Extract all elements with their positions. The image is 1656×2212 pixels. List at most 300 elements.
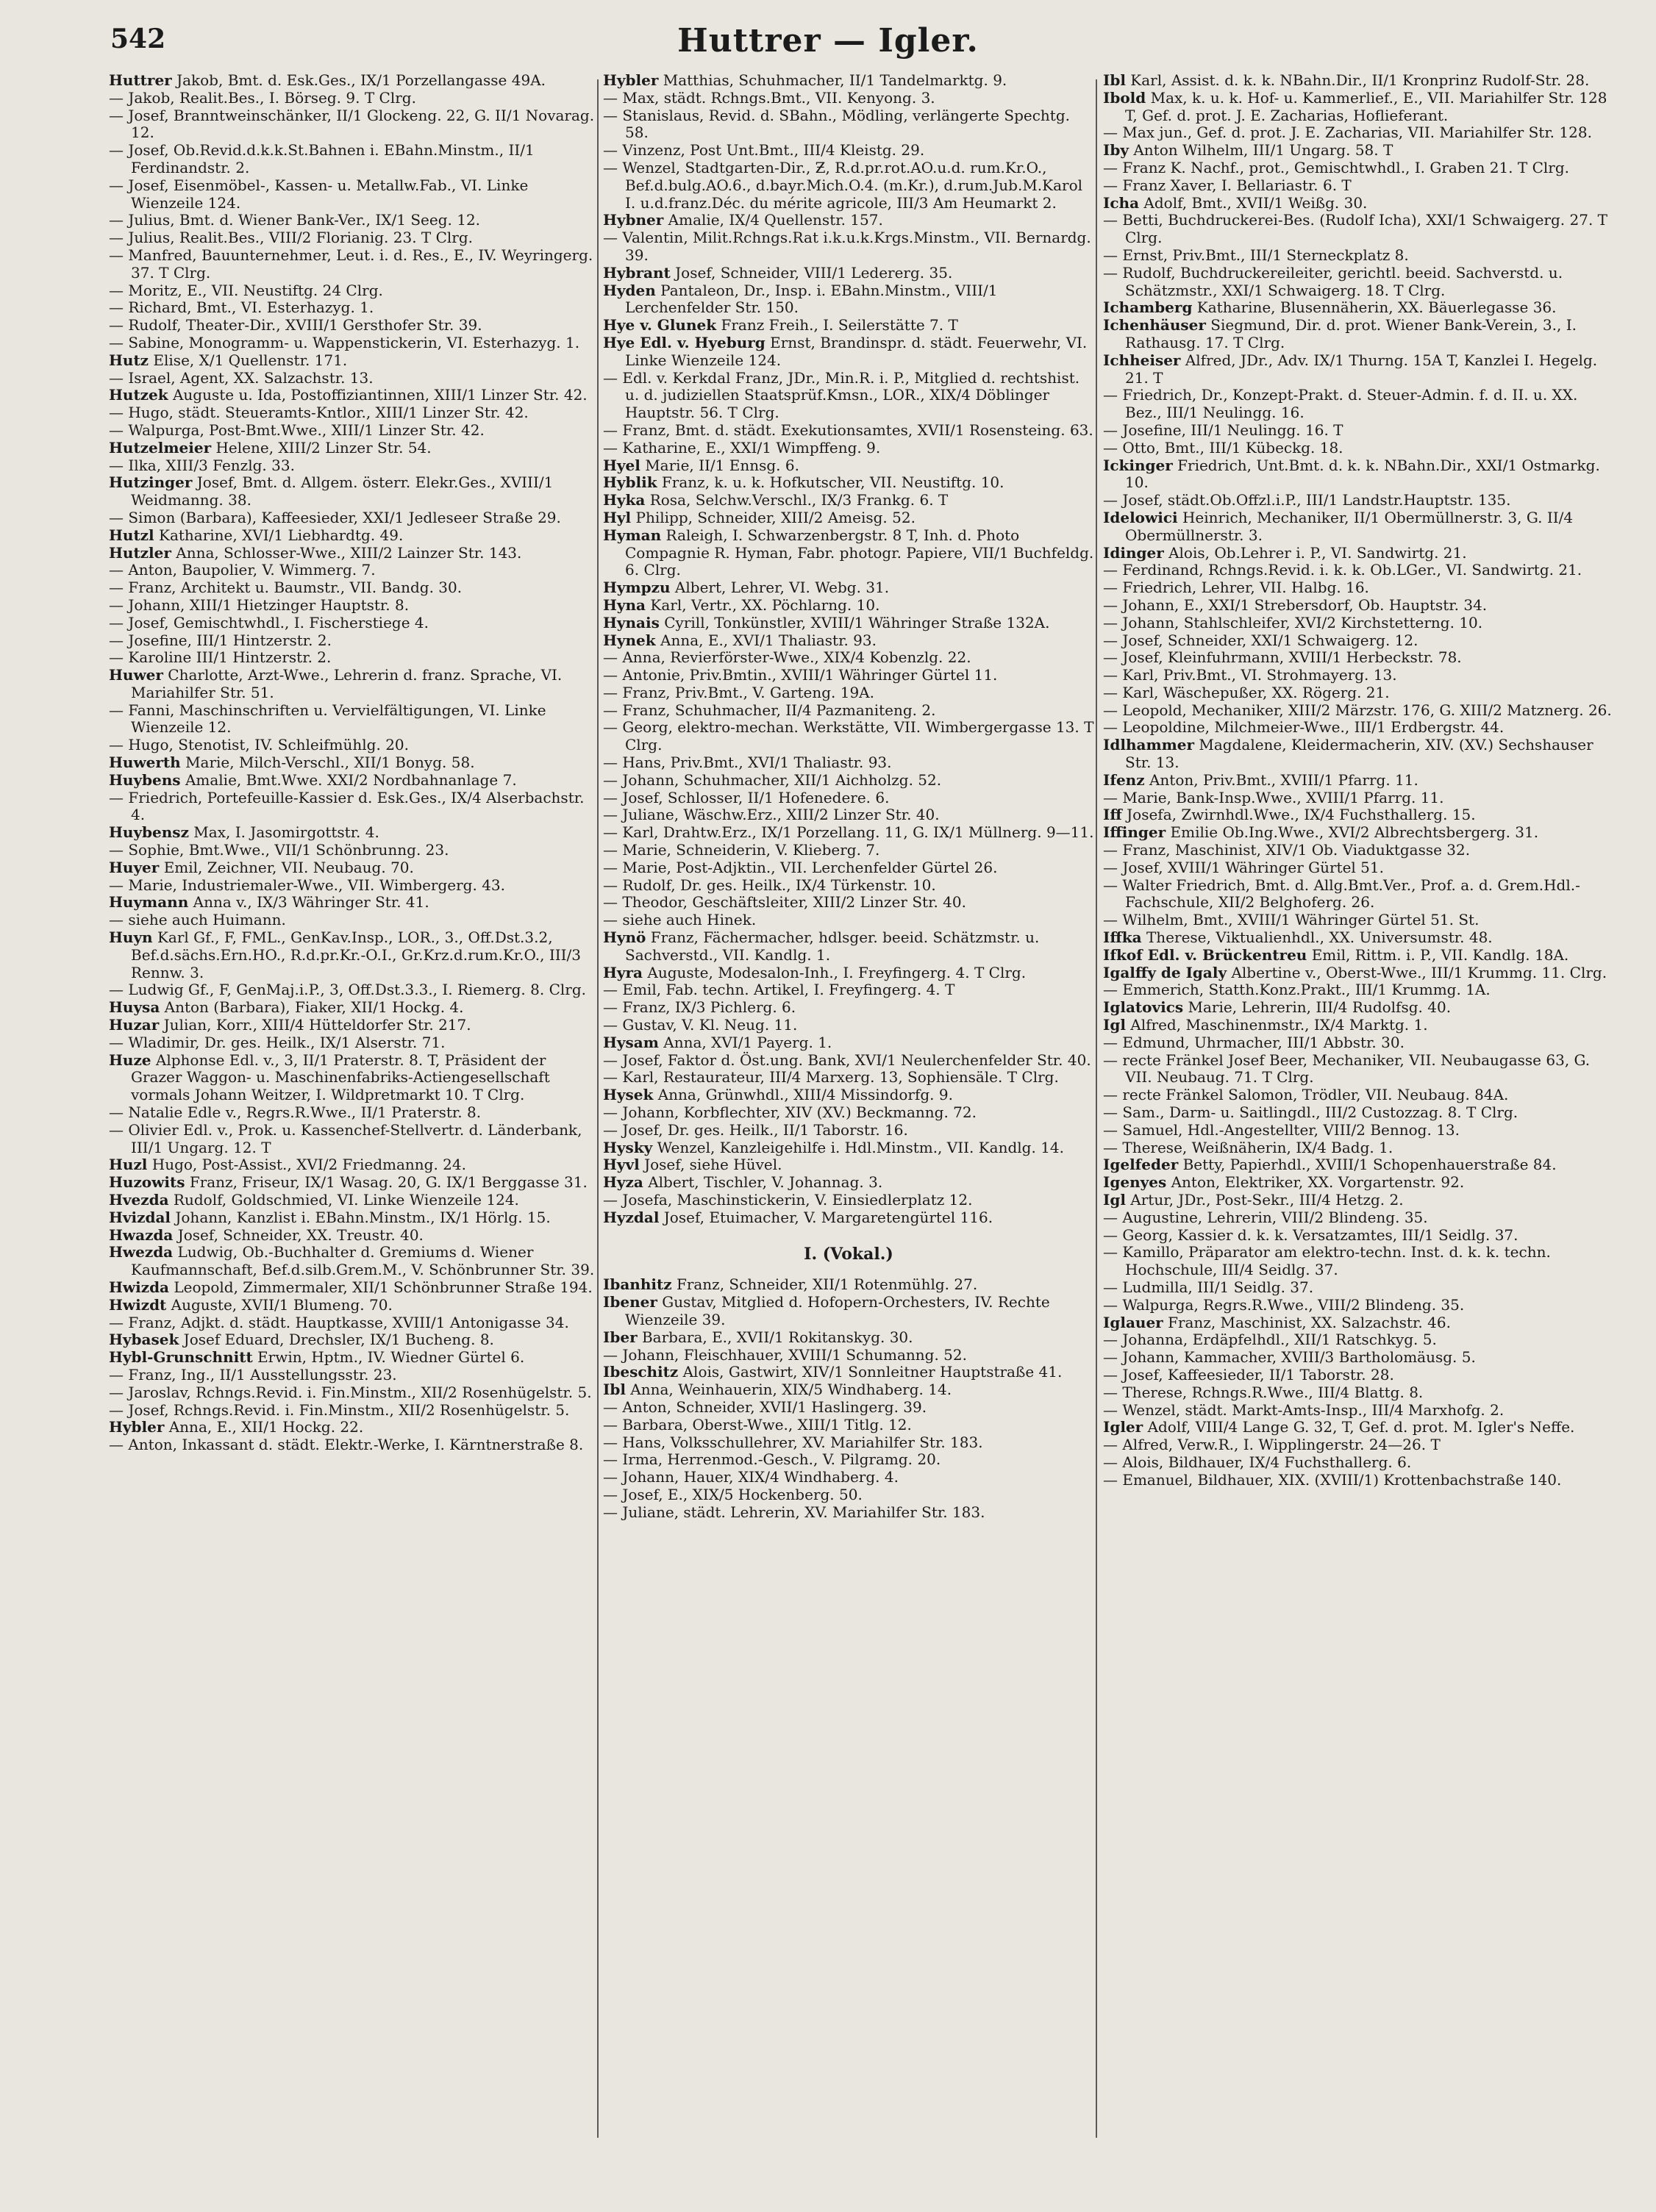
entry-details: — Georg, elektro-mechan. Werkstätte, VII. Wimbergergasse 13. T Clrg. bbox=[603, 718, 1094, 754]
entry-details: Emilie Ob.Ing.Wwe., XVI/2 Albrechtsbergerg. 31. bbox=[1170, 823, 1539, 842]
entry-details: — Franz, Architekt u. Baumstr., VII. Bandg. 30. bbox=[109, 579, 463, 597]
entry-details: — Emil, Fab. techn. Artikel, I. Freyfingerg. 4. T bbox=[603, 981, 955, 999]
directory-entry bbox=[1103, 1419, 1618, 1436]
directory-entry bbox=[109, 597, 600, 615]
directory-entry bbox=[1103, 247, 1618, 265]
directory-entry bbox=[603, 1417, 1094, 1434]
directory-entry bbox=[109, 422, 600, 440]
entry-surname: Igalffy de Igaly bbox=[1103, 963, 1227, 981]
entry-details: Karl, Vertr., XX. Pöchlarng. 10. bbox=[650, 595, 880, 614]
directory-entry bbox=[109, 702, 600, 737]
entry-details: Franz, Maschinist, XX. Salzachstr. 46. bbox=[1168, 1313, 1451, 1331]
directory-entry bbox=[603, 772, 1094, 790]
directory-entry bbox=[109, 615, 600, 632]
directory-entry bbox=[1103, 1017, 1618, 1034]
entry-surname: Huzl bbox=[109, 1156, 148, 1174]
directory-entry bbox=[109, 1436, 600, 1454]
entry-details: — Josefine, III/1 Neulingg. 16. T bbox=[1103, 420, 1343, 439]
entry-surname: Iffinger bbox=[1103, 823, 1166, 842]
directory-entry bbox=[1103, 72, 1618, 90]
directory-entry bbox=[109, 90, 600, 107]
entry-details: — Sabine, Monogramm- u. Wappenstickerin, VI. Esterhazyg. 1. bbox=[109, 333, 580, 351]
directory-entry bbox=[1103, 1331, 1618, 1349]
directory-entry bbox=[109, 282, 600, 300]
directory-entry bbox=[1103, 1472, 1618, 1489]
directory-entry bbox=[603, 1504, 1094, 1522]
directory-entry bbox=[603, 1156, 1094, 1174]
entry-details: Josefa, Zwirnhdl.Wwe., IX/4 Fuchsthallerg. 15. bbox=[1127, 806, 1476, 824]
directory-entry bbox=[603, 370, 1094, 422]
directory-entry bbox=[1103, 1314, 1618, 1332]
entry-surname: Iglauer bbox=[1103, 1313, 1163, 1331]
directory-entry bbox=[109, 912, 600, 929]
directory-entry bbox=[109, 842, 600, 859]
entry-details: — Therese, Rchngs.R.Wwe., III/4 Blattg. 8. bbox=[1103, 1383, 1424, 1401]
directory-entry bbox=[603, 1276, 1094, 1294]
entry-surname: Igl bbox=[1103, 1191, 1126, 1209]
entry-surname: Huwerth bbox=[109, 754, 181, 772]
directory-entry bbox=[1103, 579, 1618, 597]
entry-surname: Hybner bbox=[603, 211, 664, 229]
entry-details: — Wladimir, Dr. ges. Heilk., IX/1 Alserstr. 71. bbox=[109, 1033, 446, 1051]
directory-entry bbox=[603, 877, 1094, 895]
entry-details: Albert, Tischler, V. Johannag. 3. bbox=[648, 1173, 883, 1192]
directory-entry bbox=[1103, 1052, 1618, 1087]
entry-details: — Ilka, XIII/3 Fenzlg. 33. bbox=[109, 456, 295, 474]
directory-entry bbox=[603, 474, 1094, 492]
directory-entry bbox=[603, 1069, 1094, 1087]
directory-entry bbox=[1103, 90, 1618, 125]
directory-entry bbox=[1103, 265, 1618, 300]
entry-details: — Natalie Edle v., Regrs.R.Wwe., II/1 Praterstr. 8. bbox=[109, 1103, 482, 1122]
entry-details: Alphonse Edl. v., 3, II/1 Praterstr. 8. T, Präsident der Grazer Waggon- u. Maschinenfabriks-Actiengesellschaft vormals Johann Weitzer, I. Wildpretmarkt 10. T Clrg. bbox=[131, 1050, 550, 1104]
entry-details: Katharine, XVI/1 Liebhardtg. 49. bbox=[159, 526, 404, 544]
directory-entry bbox=[603, 1052, 1094, 1070]
entry-surname: Ibeschitz bbox=[603, 1363, 679, 1381]
entry-details: Alfred, JDr., Adv. IX/1 Thurng. 15A T, Kanzlei I. Hegelg. 21. T bbox=[1125, 351, 1598, 387]
entry-details: Elise, X/1 Quellenstr. 171. bbox=[153, 351, 348, 369]
entry-surname: Ifkof Edl. v. Brückentreu bbox=[1103, 945, 1307, 964]
entry-details: — Josef, Gemischtwhdl., I. Fischerstiege 4. bbox=[109, 613, 429, 631]
entry-surname: Hyra bbox=[603, 963, 643, 981]
directory-entry bbox=[109, 1244, 600, 1279]
entry-details: — recte Fränkel Josef Beer, Mechaniker, VII. Neubaugasse 63, G. VII. Neubaug. 71. T Clrg. bbox=[1103, 1050, 1591, 1087]
directory-entry bbox=[1103, 1384, 1618, 1402]
entry-surname: Hybrant bbox=[603, 263, 671, 282]
entry-details: — Anton, Inkassant d. städt. Elektr.-Werke, I. Kärntnerstraße 8. bbox=[109, 1436, 584, 1454]
directory-entry bbox=[603, 964, 1094, 982]
entry-details: Emil, Zeichner, VII. Neubaug. 70. bbox=[163, 858, 414, 876]
entry-details: — Sophie, Bmt.Wwe., VII/1 Schönbrunng. 23. bbox=[109, 841, 449, 859]
entry-details: Siegmund, Dir. d. prot. Wiener Bank-Verein, 3., I. Rathausg. 17. T Clrg. bbox=[1125, 316, 1577, 351]
entry-surname: Hyden bbox=[603, 281, 656, 299]
entry-surname: Hybler bbox=[603, 71, 659, 89]
entry-details: — Josef, städt.Ob.Offzl.i.P., III/1 Landstr.Hauptstr. 135. bbox=[1103, 491, 1511, 509]
directory-column-3 bbox=[1103, 72, 1618, 1489]
directory-entry bbox=[603, 212, 1094, 229]
entry-details: — Josef, Dr. ges. Heilk., II/1 Taborstr. 16. bbox=[603, 1120, 908, 1139]
directory-entry bbox=[603, 492, 1094, 509]
entry-surname: Igenyes bbox=[1103, 1173, 1167, 1192]
entry-details: — Franz, Ing., II/1 Ausstellungsstr. 23. bbox=[109, 1365, 397, 1384]
entry-details: Charlotte, Arzt-Wwe., Lehrerin d. franz. Sprache, VI. Mariahilfer Str. 51. bbox=[131, 666, 563, 701]
entry-details: — Marie, Bank-Insp.Wwe., XVIII/1 Pfarrg. 11. bbox=[1103, 788, 1444, 806]
entry-details: Anna, E., XII/1 Hockg. 22. bbox=[168, 1418, 364, 1436]
entry-details: — Johann, Stahlschleifer, XVI/2 Kirchstetterng. 10. bbox=[1103, 613, 1483, 631]
entry-details: Barbara, E., XVII/1 Rokitanskyg. 30. bbox=[641, 1328, 913, 1346]
entry-surname: Huzar bbox=[109, 1016, 160, 1034]
directory-entry bbox=[603, 1381, 1094, 1399]
directory-entry bbox=[1103, 177, 1618, 195]
entry-surname: Hwazda bbox=[109, 1225, 174, 1244]
entry-details: — Rudolf, Theater-Dir., XVIII/1 Gersthofer Str. 39. bbox=[109, 316, 482, 334]
directory-entry bbox=[603, 1364, 1094, 1381]
entry-details: — Max, städt. Rchngs.Bmt., VII. Kenyong. 3. bbox=[603, 88, 935, 107]
entry-details: — Johann, XIII/1 Hietzinger Hauptstr. 8. bbox=[109, 595, 410, 614]
directory-entry bbox=[603, 457, 1094, 475]
entry-details: Franz, Schneider, XII/1 Rotenmühlg. 27. bbox=[676, 1275, 978, 1294]
entry-details: Cyrill, Tonkünstler, XVIII/1 Währinger Straße 132A. bbox=[664, 613, 1050, 631]
entry-surname: Idinger bbox=[1103, 543, 1164, 562]
entry-details: Karl, Assist. d. k. k. NBahn.Dir., II/1 Kronprinz Rudolf-Str. 28. bbox=[1130, 71, 1590, 89]
entry-surname: Huymann bbox=[109, 893, 189, 912]
entry-details: Adolf, Bmt., XVII/1 Weißg. 30. bbox=[1143, 193, 1368, 212]
directory-entry bbox=[1103, 772, 1618, 790]
entry-details: — Juliane, städt. Lehrerin, XV. Mariahilfer Str. 183. bbox=[603, 1503, 985, 1521]
entry-surname: Huyn bbox=[109, 928, 153, 947]
entry-details: Rudolf, Goldschmied, VI. Linke Wienzeile 124. bbox=[173, 1191, 519, 1209]
entry-surname: Hutz bbox=[109, 351, 149, 369]
directory-entry bbox=[1103, 1209, 1618, 1227]
entry-details: — Edmund, Uhrmacher, III/1 Abbstr. 30. bbox=[1103, 1033, 1405, 1051]
entry-surname: Ibl bbox=[1103, 71, 1126, 89]
entry-surname: Hvezda bbox=[109, 1191, 169, 1209]
entry-surname: Hyzdal bbox=[603, 1208, 660, 1226]
entry-surname: Hvizdal bbox=[109, 1208, 171, 1226]
entry-details: — Franz, Adjkt. d. städt. Hauptkasse, XVIII/1 Antonigasse 34. bbox=[109, 1313, 569, 1331]
entry-details: — Johanna, Erdäpfelhdl., XII/1 Ratschkyg. 5. bbox=[1103, 1331, 1437, 1349]
entry-details: — Walpurga, Post-Bmt.Wwe., XIII/1 Linzer Str. 42. bbox=[109, 420, 485, 439]
entry-details: Betty, Papierhdl., XVIII/1 Schopenhauerstraße 84. bbox=[1182, 1156, 1557, 1174]
directory-entry bbox=[603, 615, 1094, 632]
directory-entry bbox=[109, 772, 600, 790]
entry-details: — Vinzenz, Post Unt.Bmt., III/4 Kleistg. 29. bbox=[603, 141, 925, 160]
directory-entry bbox=[109, 352, 600, 370]
entry-details: — Alfred, Verw.R., I. Wipplingerstr. 24—26. T bbox=[1103, 1436, 1441, 1454]
entry-details: — Josef, Kaffeesieder, II/1 Taborstr. 28. bbox=[1103, 1365, 1394, 1384]
directory-entry bbox=[109, 981, 600, 999]
directory-entry bbox=[1103, 195, 1618, 212]
directory-entry bbox=[109, 370, 600, 387]
directory-entry bbox=[603, 1434, 1094, 1452]
entry-surname: Ichamberg bbox=[1103, 298, 1193, 317]
entry-details: — Sam., Darm- u. Saitlingdl., III/2 Custozzag. 8. T Clrg. bbox=[1103, 1103, 1518, 1122]
entry-details: — Wenzel, städt. Markt-Amts-Insp., III/4 Marxhofg. 2. bbox=[1103, 1400, 1505, 1419]
entry-details: Philipp, Schneider, XIII/2 Ameisg. 52. bbox=[635, 508, 916, 526]
entry-surname: Huyer bbox=[109, 858, 160, 876]
directory-entry bbox=[603, 334, 1094, 370]
directory-entry bbox=[109, 790, 600, 825]
directory-entry bbox=[109, 579, 600, 597]
entry-details: Albert, Lehrer, VI. Webg. 31. bbox=[674, 579, 890, 597]
entry-details: — Karl, Restaurateur, III/4 Marxerg. 13, Sophiensäle. T Clrg. bbox=[603, 1068, 1059, 1087]
entry-details: — Olivier Edl. v., Prok. u. Kassenchef-Stellvertr. d. Länderbank, III/1 Ungarg. 12. T bbox=[109, 1120, 582, 1156]
entry-surname: Hutzek bbox=[109, 386, 168, 404]
directory-entry bbox=[1103, 1174, 1618, 1192]
entry-surname: Hynek bbox=[603, 631, 656, 649]
entry-details: Karl Gf., F, FML., GenKav.Insp., LOR., 3., Off.Dst.3.2, Bef.d.sächs.Ern.HO., R.d.pr.Kr.-O.I., Gr.Krz.d.rum.Kr.O., III/3 Rennw. 3. bbox=[131, 928, 581, 981]
directory-entry bbox=[109, 317, 600, 334]
directory-entry bbox=[109, 1122, 600, 1157]
entry-details: — Betti, Buchdruckerei-Bes. (Rudolf Icha), XXI/1 Schwaigerg. 27. T Clrg. bbox=[1103, 211, 1608, 247]
directory-entry bbox=[603, 597, 1094, 615]
entry-surname: Ibanhitz bbox=[603, 1275, 672, 1294]
entry-surname: Hyvl bbox=[603, 1156, 640, 1174]
entry-details: — Israel, Agent, XX. Salzachstr. 13. bbox=[109, 368, 374, 387]
entry-details: — Friedrich, Dr., Konzept-Prakt. d. Steuer-Admin. f. d. II. u. XX. Bez., III/1 Neulingg. 16. bbox=[1103, 386, 1578, 422]
directory-entry bbox=[603, 1034, 1094, 1052]
entry-details: Gustav, Mitglied d. Hofopern-Orchesters, IV. Rechte Wienzeile 39. bbox=[625, 1293, 1050, 1328]
entry-details: Erwin, Hptm., IV. Wiedner Gürtel 6. bbox=[257, 1348, 525, 1367]
directory-entry bbox=[1103, 1104, 1618, 1122]
entry-details: — Anton, Schneider, XVII/1 Haslingerg. 39. bbox=[603, 1397, 927, 1416]
directory-entry bbox=[1103, 719, 1618, 737]
entry-details: — Johann, Fleischhauer, XVIII/1 Schumanng. 52. bbox=[603, 1345, 967, 1364]
entry-details: — Valentin, Milit.Rchngs.Rat i.k.u.k.Krgs.Minstm., VII. Bernardg. 39. bbox=[603, 229, 1091, 264]
entry-details: Magdalene, Kleidermacherin, XIV. (XV.) Sechshauser Str. 13. bbox=[1125, 736, 1593, 772]
directory-entry bbox=[109, 299, 600, 317]
entry-details: Heinrich, Mechaniker, II/1 Obermüllnerstr. 3, G. II/4 Obermüllnerstr. 3. bbox=[1125, 508, 1574, 544]
entry-surname: Hysam bbox=[603, 1033, 659, 1051]
entry-details: — Samuel, Hdl.-Angestellter, VIII/2 Bennog. 13. bbox=[1103, 1120, 1460, 1139]
entry-details: Max, I. Jasomirgottstr. 4. bbox=[193, 823, 379, 842]
entry-details: — Anna, Revierförster-Wwe., XIX/4 Kobenzlg. 22. bbox=[603, 648, 971, 667]
entry-details: — Josef, Faktor d. Öst.ung. Bank, XVI/1 Neulerchenfelder Str. 40. bbox=[603, 1050, 1091, 1069]
directory-entry bbox=[109, 509, 600, 527]
entry-details: Helene, XIII/2 Linzer Str. 54. bbox=[215, 438, 432, 457]
directory-entry bbox=[1103, 912, 1618, 929]
entry-details: — Hugo, städt. Steueramts-Kntlor., XIII/1 Linzer Str. 42. bbox=[109, 404, 529, 422]
entry-surname: Huysa bbox=[109, 998, 160, 1017]
entry-details: — Edl. v. Kerkdal Franz, JDr., Min.R. i. P., Mitglied d. rechtshist. u. d. judiziellen Staatsprüf.Kmsn., LOR., XIX/4 Döblinger Hauptstr. 56. T Clrg. bbox=[603, 368, 1080, 422]
directory-entry bbox=[603, 282, 1094, 318]
directory-entry bbox=[109, 1227, 600, 1245]
entry-details: — Manfred, Bauunternehmer, Leut. i. d. Res., E., IV. Weyringerg. 37. T Clrg. bbox=[109, 246, 593, 282]
directory-entry bbox=[109, 562, 600, 579]
entry-surname: Hyna bbox=[603, 595, 646, 614]
entry-details: Therese, Viktualienhdl., XX. Universumstr. 48. bbox=[1146, 928, 1493, 947]
directory-entry bbox=[1103, 702, 1618, 720]
directory-entry bbox=[109, 1297, 600, 1314]
entry-details: Anna, Schlosser-Wwe., XIII/2 Lainzer Str. 143. bbox=[176, 543, 522, 562]
directory-entry bbox=[603, 1294, 1094, 1329]
directory-entry bbox=[603, 527, 1094, 579]
entry-details: — Friedrich, Portefeuille-Kassier d. Esk.Ges., IX/4 Alserbachstr. 4. bbox=[109, 788, 585, 824]
entry-surname: Huybensz bbox=[109, 823, 189, 842]
entry-details: — Friedrich, Lehrer, VII. Halbg. 16. bbox=[1103, 579, 1369, 597]
entry-details: — siehe auch Huimann. bbox=[109, 911, 286, 929]
directory-entry bbox=[603, 1017, 1094, 1034]
directory-entry bbox=[109, 1367, 600, 1384]
entry-details: Johann, Kanzlist i. EBahn.Minstm., IX/1 Hörlg. 15. bbox=[175, 1208, 551, 1226]
entry-surname: Hutzler bbox=[109, 543, 171, 562]
directory-entry bbox=[1103, 1279, 1618, 1297]
entry-details: Leopold, Zimmermaler, XII/1 Schönbrunner Straße 194. bbox=[174, 1278, 593, 1296]
directory-entry bbox=[109, 72, 600, 90]
entry-details: — Marie, Schneiderin, V. Klieberg. 7. bbox=[603, 841, 880, 859]
entry-details: — siehe auch Hinek. bbox=[603, 911, 757, 929]
entry-details: — Leopold, Mechaniker, XIII/2 Märzstr. 176, G. XIII/2 Matznerg. 26. bbox=[1103, 701, 1612, 719]
entry-surname: Idelowici bbox=[1103, 508, 1178, 526]
directory-entry bbox=[109, 1209, 600, 1227]
entry-details: — Johann, Hauer, XIX/4 Windhaberg. 4. bbox=[603, 1468, 899, 1486]
entry-details: — Wilhelm, Bmt., XVIII/1 Währinger Gürtel 51. St. bbox=[1103, 911, 1480, 929]
directory-entry bbox=[603, 806, 1094, 824]
directory-entry bbox=[109, 894, 600, 912]
entry-details: — Marie, Post-Adjktin., VII. Lerchenfelder Gürtel 26. bbox=[603, 858, 998, 876]
directory-entry bbox=[603, 859, 1094, 877]
directory-entry bbox=[1103, 440, 1618, 457]
entry-details: Auguste, Modesalon-Inh., I. Freyfingerg. 4. T Clrg. bbox=[647, 963, 1027, 981]
directory-entry bbox=[109, 999, 600, 1017]
directory-entry bbox=[109, 1052, 600, 1104]
entry-details: — Johann, Schuhmacher, XII/1 Aichholzg. 52. bbox=[603, 770, 942, 789]
directory-entry bbox=[1103, 842, 1618, 859]
entry-surname: Hutzelmeier bbox=[109, 438, 212, 457]
directory-entry bbox=[109, 1017, 600, 1034]
entry-details: — Jakob, Realit.Bes., I. Börseg. 9. T Clrg. bbox=[109, 88, 416, 107]
entry-details: Josef, Schneider, VIII/1 Ledererg. 35. bbox=[675, 263, 953, 282]
directory-entry bbox=[109, 457, 600, 475]
entry-details: Marie, Lehrerin, III/4 Rudolfsg. 40. bbox=[1188, 998, 1452, 1017]
directory-entry bbox=[109, 404, 600, 422]
entry-details: — Georg, Kassier d. k. k. Versatzamtes, III/1 Seidlg. 37. bbox=[1103, 1225, 1518, 1244]
entry-details: — Josef, Ob.Revid.d.k.k.St.Bahnen i. EBahn.Minstm., II/1 Ferdinandstr. 2. bbox=[109, 141, 535, 176]
entry-details: — Theodor, Geschäftsleiter, XIII/2 Linzer Str. 40. bbox=[603, 893, 966, 912]
directory-entry bbox=[109, 1192, 600, 1209]
directory-entry bbox=[603, 667, 1094, 684]
directory-entry bbox=[603, 1209, 1094, 1227]
directory-entry bbox=[1103, 1297, 1618, 1314]
entry-details: Rosa, Selchw.Verschl., IX/3 Frankg. 6. T bbox=[649, 491, 949, 509]
directory-entry bbox=[109, 229, 600, 247]
directory-entry bbox=[1103, 1402, 1618, 1420]
directory-entry bbox=[603, 999, 1094, 1017]
directory-entry bbox=[109, 1384, 600, 1402]
directory-entry bbox=[109, 1419, 600, 1436]
directory-entry bbox=[1103, 981, 1618, 999]
entry-details: Anna v., IX/3 Währinger Str. 41. bbox=[193, 893, 429, 912]
directory-entry bbox=[1103, 737, 1618, 772]
entry-details: — Moritz, E., VII. Neustiftg. 24 Clrg. bbox=[109, 281, 383, 299]
entry-details: — Karoline III/1 Hintzerstr. 2. bbox=[109, 648, 332, 667]
entry-surname: Ichenhäuser bbox=[1103, 316, 1206, 334]
entry-surname: Ickinger bbox=[1103, 456, 1173, 474]
entry-details: Josef, Etuimacher, V. Margaretengürtel 116. bbox=[663, 1208, 993, 1226]
directory-entry bbox=[109, 1034, 600, 1052]
entry-details: — Barbara, Oberst-Wwe., XIII/1 Titlg. 12. bbox=[603, 1415, 912, 1433]
directory-entry bbox=[603, 754, 1094, 772]
entry-surname: Hye v. Glunek bbox=[603, 316, 717, 334]
directory-entry bbox=[603, 90, 1094, 107]
directory-entry bbox=[603, 649, 1094, 667]
entry-details: Pantaleon, Dr., Insp. i. EBahn.Minstm., VIII/1 Lerchenfelder Str. 150. bbox=[625, 281, 998, 317]
directory-entry bbox=[1103, 999, 1618, 1017]
directory-entry bbox=[603, 1104, 1094, 1122]
entry-surname: Igler bbox=[1103, 1418, 1143, 1436]
entry-details: Alois, Gastwirt, XIV/1 Sonnleitner Hauptstraße 41. bbox=[682, 1363, 1063, 1381]
entry-surname: Hutzl bbox=[109, 526, 154, 544]
entry-details: — Gustav, V. Kl. Neug. 11. bbox=[603, 1016, 798, 1034]
entry-details: Anna, Grünwhdl., XIII/4 Missindorfg. 9. bbox=[657, 1086, 953, 1104]
entry-details: — Josef, Schlosser, II/1 Hofenedere. 6. bbox=[603, 788, 890, 806]
entry-details: — Kamillo, Präparator am elektro-techn. Inst. d. k. k. techn. Hochschule, III/4 Seidlg. 37. bbox=[1103, 1243, 1551, 1279]
directory-entry bbox=[109, 1174, 600, 1192]
entry-details: Adolf, VIII/4 Lange G. 32, T, Gef. d. prot. M. Igler's Neffe. bbox=[1147, 1418, 1575, 1436]
directory-entry bbox=[109, 142, 600, 177]
entry-details: — recte Fränkel Salomon, Trödler, VII. Neubaug. 84A. bbox=[1103, 1086, 1509, 1104]
entry-details: Hugo, Post-Assist., XVI/2 Friedmanng. 24. bbox=[151, 1156, 466, 1174]
entry-details: Anton Wilhelm, III/1 Ungarg. 58. T bbox=[1133, 141, 1393, 160]
directory-entry bbox=[603, 72, 1094, 90]
entry-surname: Huwer bbox=[109, 666, 163, 684]
directory-entry bbox=[1103, 1087, 1618, 1104]
directory-entry bbox=[603, 229, 1094, 265]
entry-details: — Anton, Baupolier, V. Wimmerg. 7. bbox=[109, 561, 376, 579]
entry-surname: Huze bbox=[109, 1050, 151, 1069]
directory-entry bbox=[603, 1399, 1094, 1417]
directory-entry bbox=[603, 1122, 1094, 1139]
directory-entry bbox=[1103, 1244, 1618, 1279]
directory-entry bbox=[109, 177, 600, 212]
directory-entry bbox=[109, 334, 600, 352]
entry-details: — Irma, Herrenmod.-Gesch., V. Pilgramg. 20. bbox=[603, 1450, 941, 1469]
entry-surname: Hye Edl. v. Hyeburg bbox=[603, 333, 765, 351]
entry-details: — Josefine, III/1 Hintzerstr. 2. bbox=[109, 631, 332, 649]
entry-details: — Hugo, Stenotist, IV. Schleifmühlg. 20. bbox=[109, 736, 410, 754]
entry-details: — Hans, Volksschullehrer, XV. Mariahilfer Str. 183. bbox=[603, 1433, 983, 1451]
entry-details: — Antonie, Priv.Bmtin., XVIII/1 Währinger Gürtel 11. bbox=[603, 666, 998, 684]
directory-entry bbox=[1103, 1156, 1618, 1174]
entry-surname: Hysek bbox=[603, 1086, 654, 1104]
entry-details: — Josef, Eisenmöbel-, Kassen- u. Metallw.Fab., VI. Linke Wienzeile 124. bbox=[109, 176, 529, 212]
entry-details: — Karl, Priv.Bmt., VI. Strohmayerg. 13. bbox=[1103, 666, 1397, 684]
directory-entry bbox=[603, 265, 1094, 282]
entry-details: Ernst, Brandinspr. d. städt. Feuerwehr, VI. Linke Wienzeile 124. bbox=[625, 333, 1088, 369]
entry-details: — Franz, Maschinist, XIV/1 Ob. Viaduktgasse 32. bbox=[1103, 841, 1471, 859]
entry-details: Ludwig, Ob.-Buchhalter d. Gremiums d. Wiener Kaufmannschaft, Bef.d.silb.Grem.M., V. Schönbrunner Str. 39. bbox=[131, 1243, 595, 1279]
entry-surname: Ifenz bbox=[1103, 770, 1145, 789]
entry-details: — Franz, Priv.Bmt., V. Garteng. 19A. bbox=[603, 683, 874, 701]
directory-entry bbox=[603, 1139, 1094, 1157]
entry-details: Anton, Priv.Bmt., XVIII/1 Pfarrg. 11. bbox=[1149, 770, 1418, 789]
directory-entry bbox=[603, 632, 1094, 650]
entry-details: — Ferdinand, Rchngs.Revid. i. k. k. Ob.LGer., VI. Sandwirtg. 21. bbox=[1103, 561, 1582, 579]
entry-details: — Franz, Bmt. d. städt. Exekutionsamtes, XVII/1 Rosensteing. 63. bbox=[603, 420, 1093, 439]
entry-surname: Huybens bbox=[109, 770, 181, 789]
entry-details: Marie, Milch-Verschl., XII/1 Bonyg. 58. bbox=[185, 754, 475, 772]
directory-entry bbox=[109, 1331, 600, 1349]
directory-entry bbox=[109, 387, 600, 404]
entry-details: Franz, Friseur, IX/1 Wasag. 20, G. IX/1 Berggasse 31. bbox=[189, 1173, 588, 1192]
directory-entry bbox=[109, 1402, 600, 1420]
directory-entry bbox=[1103, 562, 1618, 579]
entry-surname: Hympzu bbox=[603, 579, 671, 597]
directory-entry bbox=[603, 1192, 1094, 1209]
entry-details: — Josef, Kleinfuhrmann, XVIII/1 Herbeckstr. 78. bbox=[1103, 648, 1462, 667]
entry-details: — Leopoldine, Milchmeier-Wwe., III/1 Erdbergstr. 44. bbox=[1103, 718, 1505, 737]
entry-details: Amalie, IX/4 Quellenstr. 157. bbox=[668, 211, 883, 229]
